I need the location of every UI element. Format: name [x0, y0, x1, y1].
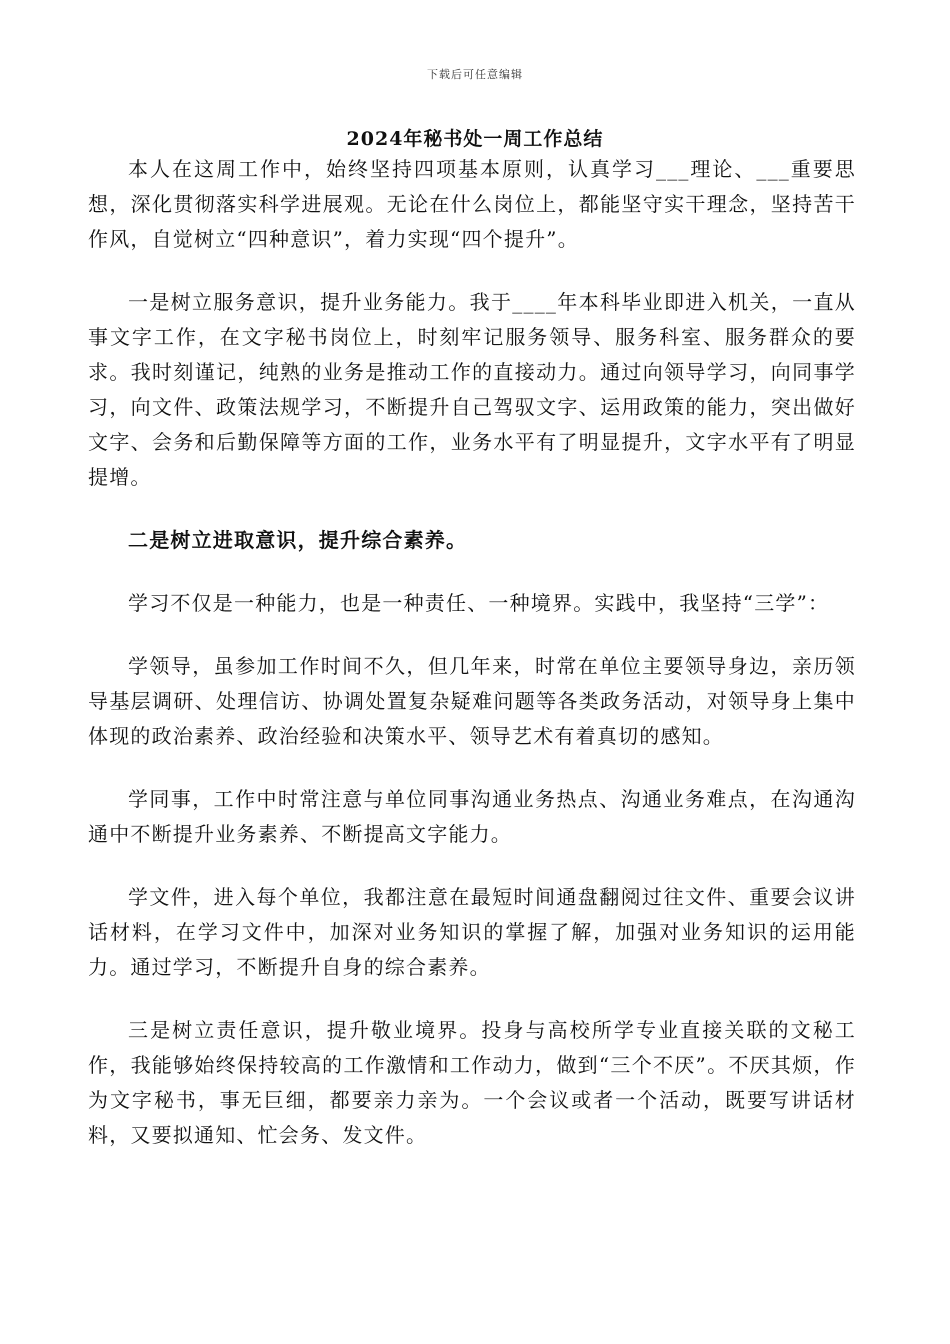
paragraph-intro: 本人在这周工作中，始终坚持四项基本原则，认真学习___理论、___重要思想，深化贯彻落实科学进展观。无论在什么岗位上，都能坚守实干理念，坚持苦干作风，自觉树立“四种意识”，着力实现“四个提升”。 [88, 157, 856, 251]
paragraph-responsibility: 三是树立责任意识，提升敬业境界。投身与高校所学专业直接关联的文秘工作，我能够始终保持较高的工作激情和工作动力，做到“三个不厌”。不厌其烦，作为文字秘书，事无巨细，都要亲力亲为。一个会议或者一个活动，既要写讲话材料，又要拟通知、忙会务、发文件。 [88, 1018, 856, 1147]
paragraph-learn-documents: 学文件，进入每个单位，我都注意在最短时间通盘翻阅过往文件、重要会议讲话材料，在学习文件中，加深对业务知识的掌握了解，加强对业务知识的运用能力。通过学习，不断提升自身的综合素养。 [88, 885, 856, 979]
paragraph-learn-colleagues: 学同事，工作中时常注意与单位同事沟通业务热点、沟通业务难点，在沟通沟通中不断提升业务素养、不断提高文字能力。 [88, 787, 856, 846]
header-note: 下载后可任意编辑 [427, 68, 523, 81]
paragraph-service-awareness: 一是树立服务意识，提升业务能力。我于____年本科毕业即进入机关，一直从事文字工作，在文字秘书岗位上，时刻牢记服务领导、服务科室、服务群众的要求。我时刻谨记，纯熟的业务是推动工作的直接动力。通过向领导学习，向同事学习，向文件、政策法规学习，不断提升自己驾驭文字、运用政策的能力，突出做好文字、会务和后勤保障等方面的工作，业务水平有了明显提升，文字水平有了明显提增。 [88, 290, 856, 489]
paragraph-three-learnings: 学习不仅是一种能力，也是一种责任、一种境界。实践中，我坚持“三学”： [128, 591, 830, 615]
paragraph-learn-leaders: 学领导，虽参加工作时间不久，但几年来，时常在单位主要领导身边，亲历领导基层调研、处理信访、协调处置复杂疑难问题等各类政务活动，对领导身上集中体现的政治素养、政治经验和决策水平、领导艺术有着真切的感知。 [88, 654, 856, 748]
document-body [88, 152, 856, 1181]
document-title: 2024年秘书处一周工作总结 [346, 128, 604, 150]
section-heading-progress: 二是树立进取意识，提升综合素养。 [128, 528, 468, 552]
